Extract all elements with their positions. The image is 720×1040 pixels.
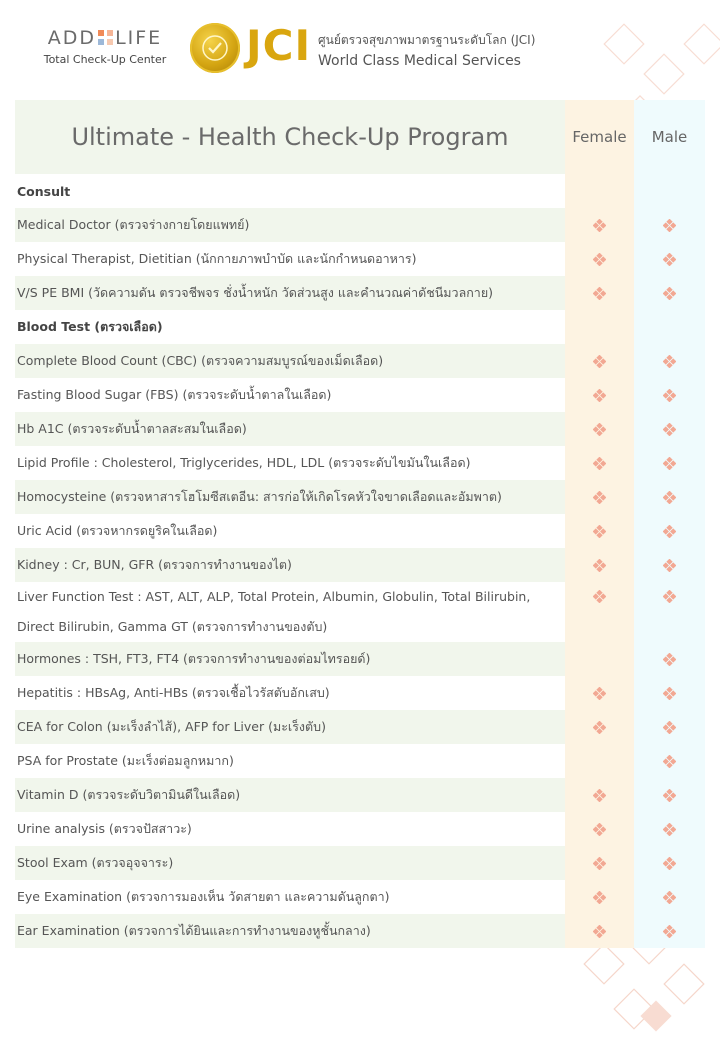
- test-label: Hormones : TSH, FT3, FT4 (ตรวจการทำงานของต่อมไทรอยด์): [15, 642, 565, 676]
- male-cell: [634, 710, 705, 744]
- brand-subtitle: Total Check-Up Center: [43, 53, 167, 66]
- test-label: [15, 582, 565, 642]
- included-marker-icon: [663, 389, 676, 402]
- included-marker-icon: [593, 590, 606, 603]
- included-marker-icon: [663, 653, 676, 666]
- included-marker-icon: [593, 457, 606, 470]
- female-cell: [565, 846, 634, 880]
- female-cell: [565, 744, 634, 778]
- male-cell: [634, 744, 705, 778]
- female-cell: [565, 378, 634, 412]
- test-label: Uric Acid (ตรวจหากรดยูริคในเลือด): [15, 514, 565, 548]
- included-marker-icon: [663, 925, 676, 938]
- test-label: Vitamin D (ตรวจระดับวิตามินดีในเลือด): [15, 778, 565, 812]
- male-cell: [634, 446, 705, 480]
- female-cell: [565, 174, 634, 208]
- included-marker-icon: [593, 355, 606, 368]
- jci-logo-text: JCI: [246, 21, 312, 70]
- included-marker-icon: [663, 559, 676, 572]
- female-cell: [565, 880, 634, 914]
- female-cell: [565, 548, 634, 582]
- test-label: PSA for Prostate (มะเร็งต่อมลูกหมาก): [15, 744, 565, 778]
- included-marker-icon: [593, 687, 606, 700]
- female-cell: [565, 642, 634, 676]
- accreditation-english: World Class Medical Services: [318, 53, 521, 69]
- male-cell: [634, 276, 705, 310]
- table-row: [15, 846, 705, 880]
- test-label: Hepatitis : HBsAg, Anti-HBs (ตรวจเชื้อไวรัสตับอักเสบ): [15, 676, 565, 710]
- table-row: [15, 344, 705, 378]
- table-row: [15, 412, 705, 446]
- table-row: [15, 710, 705, 744]
- female-cell: [565, 812, 634, 846]
- program-title: Ultimate - Health Check-Up Program: [15, 100, 565, 174]
- female-cell: [565, 778, 634, 812]
- page-header: [0, 0, 720, 95]
- test-label: CEA for Colon (มะเร็งลำไส้), AFP for Liver (มะเร็งตับ): [15, 710, 565, 744]
- section-label: Blood Test (ตรวจเลือด): [15, 310, 565, 344]
- included-marker-icon: [593, 789, 606, 802]
- included-marker-icon: [663, 457, 676, 470]
- included-marker-icon: [663, 857, 676, 870]
- test-label: Physical Therapist, Dietitian (นักกายภาพบำบัด และนักกำหนดอาหาร): [15, 242, 565, 276]
- female-cell: [565, 446, 634, 480]
- addlife-logo: [40, 27, 170, 66]
- test-label: Kidney : Cr, BUN, GFR (ตรวจการทำงานของไต): [15, 548, 565, 582]
- female-cell: [565, 514, 634, 548]
- included-marker-icon: [663, 525, 676, 538]
- male-cell: [634, 846, 705, 880]
- accreditation-text: [318, 31, 535, 69]
- included-marker-icon: [593, 389, 606, 402]
- included-marker-icon: [663, 687, 676, 700]
- male-cell: [634, 582, 705, 642]
- male-cell: [634, 310, 705, 344]
- included-marker-icon: [593, 423, 606, 436]
- test-label: Ear Examination (ตรวจการได้ยินและการทำงานของหูชั้นกลาง): [15, 914, 565, 948]
- included-marker-icon: [593, 891, 606, 904]
- female-cell: [565, 276, 634, 310]
- table-header-row: [15, 100, 705, 174]
- table-row: [15, 880, 705, 914]
- table-row: [15, 642, 705, 676]
- table-row: [15, 676, 705, 710]
- included-marker-icon: [663, 590, 676, 603]
- included-marker-icon: [663, 789, 676, 802]
- table-row: [15, 548, 705, 582]
- included-marker-icon: [663, 823, 676, 836]
- female-cell: [565, 344, 634, 378]
- test-label: Hb A1C (ตรวจระดับน้ำตาลสะสมในเลือด): [15, 412, 565, 446]
- test-label: Complete Blood Count (CBC) (ตรวจความสมบูรณ์ของเม็ดเลือด): [15, 344, 565, 378]
- included-marker-icon: [593, 925, 606, 938]
- male-cell: [634, 242, 705, 276]
- female-cell: [565, 710, 634, 744]
- female-cell: [565, 676, 634, 710]
- table-row: [15, 480, 705, 514]
- included-marker-icon: [663, 253, 676, 266]
- test-label: Fasting Blood Sugar (FBS) (ตรวจระดับน้ำตาลในเลือด): [15, 378, 565, 412]
- male-cell: [634, 412, 705, 446]
- test-label: Eye Examination (ตรวจการมองเห็น วัดสายตา และความดันลูกตา): [15, 880, 565, 914]
- male-cell: [634, 778, 705, 812]
- table-row: [15, 582, 705, 642]
- male-cell: [634, 480, 705, 514]
- included-marker-icon: [593, 525, 606, 538]
- female-cell: [565, 310, 634, 344]
- table-row: [15, 914, 705, 948]
- male-cell: [634, 378, 705, 412]
- female-cell: [565, 914, 634, 948]
- male-column-header: Male: [634, 100, 705, 174]
- included-marker-icon: [663, 755, 676, 768]
- included-marker-icon: [593, 857, 606, 870]
- included-marker-icon: [663, 219, 676, 232]
- table-row: [15, 744, 705, 778]
- brand-right: LIFE: [115, 27, 163, 49]
- accreditation-thai: ศูนย์ตรวจสุขภาพมาตรฐานระดับโลก (JCI): [318, 33, 536, 47]
- included-marker-icon: [593, 491, 606, 504]
- male-cell: [634, 914, 705, 948]
- female-cell: [565, 242, 634, 276]
- table-row: [15, 208, 705, 242]
- included-marker-icon: [593, 559, 606, 572]
- male-cell: [634, 642, 705, 676]
- included-marker-icon: [593, 287, 606, 300]
- section-header-row: [15, 174, 705, 208]
- included-marker-icon: [663, 491, 676, 504]
- plus-logo-icon: [98, 30, 113, 45]
- section-header-row: [15, 310, 705, 344]
- female-cell: [565, 208, 634, 242]
- test-label-line: Direct Bilirubin, Gamma GT (ตรวจการทำงานของตับ): [17, 619, 328, 634]
- male-cell: [634, 174, 705, 208]
- included-marker-icon: [663, 423, 676, 436]
- included-marker-icon: [663, 355, 676, 368]
- included-marker-icon: [663, 287, 676, 300]
- table-row: [15, 378, 705, 412]
- male-cell: [634, 676, 705, 710]
- table-row: [15, 276, 705, 310]
- included-marker-icon: [663, 721, 676, 734]
- brand-left: ADD: [47, 27, 97, 49]
- test-label: Homocysteine (ตรวจหาสารโฮโมซีสเตอีน: สารก่อให้เกิดโรคหัวใจขาดเลือดและอัมพาต): [15, 480, 565, 514]
- male-cell: [634, 344, 705, 378]
- female-cell: [565, 480, 634, 514]
- included-marker-icon: [593, 219, 606, 232]
- test-label: Stool Exam (ตรวจอุจจาระ): [15, 846, 565, 880]
- test-label: Medical Doctor (ตรวจร่างกายโดยแพทย์): [15, 208, 565, 242]
- included-marker-icon: [593, 823, 606, 836]
- included-marker-icon: [593, 721, 606, 734]
- table-row: [15, 514, 705, 548]
- male-cell: [634, 812, 705, 846]
- male-cell: [634, 880, 705, 914]
- test-label: V/S PE BMI (วัดความดัน ตรวจชีพจร ชั่งน้ำหนัก วัดส่วนสูง และคำนวณค่าดัชนีมวลกาย): [15, 276, 565, 310]
- program-table: [15, 100, 705, 948]
- test-label-line: Liver Function Test : AST, ALT, ALP, Total Protein, Albumin, Globulin, Total Bilirubin,: [17, 589, 531, 604]
- table-row: [15, 242, 705, 276]
- male-cell: [634, 548, 705, 582]
- test-label: Lipid Profile : Cholesterol, Triglycerides, HDL, LDL (ตรวจระดับไขมันในเลือด): [15, 446, 565, 480]
- test-label: Urine analysis (ตรวจปัสสาวะ): [15, 812, 565, 846]
- female-cell: [565, 412, 634, 446]
- male-cell: [634, 514, 705, 548]
- female-column-header: Female: [565, 100, 634, 174]
- included-marker-icon: [593, 253, 606, 266]
- table-row: [15, 446, 705, 480]
- jci-seal-icon: [190, 23, 240, 73]
- section-label: Consult: [15, 174, 565, 208]
- table-row: [15, 812, 705, 846]
- included-marker-icon: [663, 891, 676, 904]
- male-cell: [634, 208, 705, 242]
- female-cell: [565, 582, 634, 642]
- table-row: [15, 778, 705, 812]
